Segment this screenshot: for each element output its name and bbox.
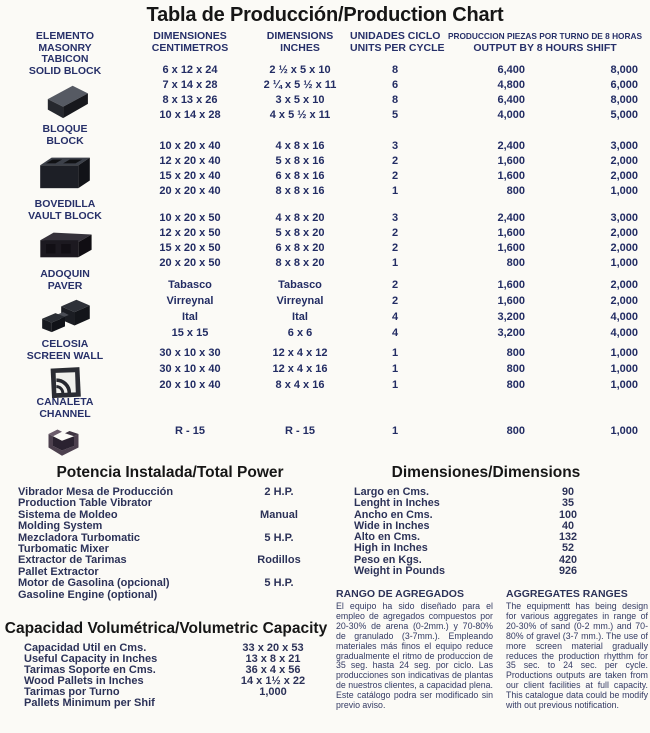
dimension-label: Largo en Cms. [354, 486, 429, 498]
output-shift-2: 2,000 [610, 242, 638, 254]
total-power-heading: Potencia Instalada/Total Power [56, 464, 284, 481]
total-power-list [18, 487, 322, 601]
output-shift-1: 1,600 [497, 227, 525, 239]
units-per-cycle: 2 [391, 279, 399, 291]
output-shift-2: 1,000 [610, 185, 638, 197]
dimension-label: High in Inches [354, 542, 428, 555]
table-row [130, 78, 650, 93]
dim-cm: 15 x 20 x 40 [159, 170, 221, 182]
power-label-en: Molding System [18, 520, 103, 533]
dim-in: 8 x 8 x 16 [275, 185, 325, 197]
dimension-value: 100 [558, 508, 577, 521]
dimension-item [340, 566, 632, 577]
units-per-cycle: 4 [391, 311, 399, 323]
group-label-celosia: CELOSIA SCREEN WALL [0, 339, 130, 397]
rows-bovedilla [130, 199, 650, 269]
group-bloque [0, 124, 650, 199]
power-item [18, 487, 322, 510]
dimensions-section [340, 464, 632, 577]
capacity-item [0, 676, 332, 687]
capacity-value: 14 x 1½ x 22 [240, 674, 306, 687]
output-shift-1: 6,400 [497, 94, 525, 106]
paver-icon [0, 295, 130, 339]
output-shift-2: 8,000 [610, 94, 638, 106]
dimension-label: Peso en Kgs. [354, 553, 422, 566]
dim-cm: 15 x 15 [171, 327, 209, 339]
dim-cm: 30 x 10 x 30 [159, 347, 221, 359]
dim-in: 8 x 8 x 20 [275, 257, 325, 269]
group-label-tabicon: TABICON SOLID BLOCK [0, 54, 130, 124]
rows-bloque [130, 124, 650, 199]
capacity-value: 33 x 20 x 53 [242, 642, 304, 654]
power-value: 5 H.P. [264, 531, 294, 544]
aggregates-range-en [506, 588, 648, 711]
dim-in: 5 x 8 x 16 [275, 155, 325, 167]
header-production: PRODUCCION PIEZAS POR TURNO DE 8 HORAS OUTPUT BY 8 HOURS SHIFT [447, 31, 643, 54]
capacity-value: 36 x 4 x 56 [245, 663, 301, 676]
vault-block-icon [0, 225, 130, 267]
dimension-value: 52 [561, 542, 574, 555]
capacity-label: Useful Capacity in Inches [24, 652, 158, 665]
rows-adoquin [130, 269, 650, 339]
output-shift-1: 1,600 [497, 155, 525, 167]
table-row [130, 93, 650, 108]
units-per-cycle: 5 [391, 109, 399, 121]
output-shift-2: 4,000 [610, 327, 638, 339]
table-row [130, 361, 650, 377]
group-bovedilla [0, 199, 650, 269]
dim-cm: Ital [182, 311, 198, 323]
output-shift-2: 3,000 [610, 212, 638, 224]
aggregates-range-es [336, 588, 493, 711]
dimension-value: 132 [558, 531, 577, 544]
power-label-es: Vibrador Mesa de Producción [18, 486, 174, 498]
aggregates-body-es: El equipo ha sido diseñado para el empleo de agregados compuestos por 20-30% de arena (0-2mm.) y 70-80% de granulado (3-7mm.). Empleando materiales más finos el equipo reduce gradualmente el ritmo de produccion de 35 seg. hasta 24 seg. por ciclo. Las producciones son indicativas de plantas de nuestros clientes, a capacidad plena. Este catálogo podra ser modificado sin previo aviso. [336, 601, 493, 711]
dim-cm: Virreynal [166, 295, 214, 307]
aggregates-body-en: The equipmentt has being design for various aggregates in range of 20-30% of sand (0-2 mm.) and 70-80% of gravel (3-7 mm.). The use of more screen material gradually reduces the production rhytthm for 35 sec. to 24 sec. per cycle. Productions outputs are taken from our client facilities at full capacity. This catalogue data could be modify with out previous notification. [506, 601, 648, 711]
dim-in: 4 x 8 x 20 [275, 212, 325, 224]
header-centimeters: DIMENSIONES CENTIMETROS [151, 30, 229, 54]
table-row [130, 377, 650, 393]
dimension-value: 90 [561, 486, 574, 498]
units-per-cycle: 1 [391, 425, 399, 437]
output-shift-1: 800 [506, 257, 525, 269]
output-shift-1: 2,400 [497, 212, 525, 224]
capacity-label: Pallets Minimum per Shif [24, 696, 155, 709]
table-row [130, 277, 650, 293]
dim-in: 12 x 4 x 12 [272, 347, 328, 359]
dim-cm: 20 x 20 x 50 [159, 257, 221, 269]
output-shift-2: 1,000 [610, 257, 638, 269]
dim-cm: Tabasco [168, 279, 212, 291]
capacity-list [0, 643, 332, 708]
dimension-value: 926 [558, 565, 577, 578]
output-shift-1: 1,600 [497, 242, 525, 254]
units-per-cycle: 6 [391, 79, 399, 91]
output-shift-1: 2,400 [497, 140, 525, 152]
output-shift-1: 4,000 [497, 109, 525, 121]
units-per-cycle: 8 [391, 94, 399, 106]
dim-in: 6 x 6 [287, 327, 313, 339]
output-shift-2: 1,000 [610, 363, 638, 375]
rows-canaleta [130, 397, 650, 461]
units-per-cycle: 1 [391, 379, 399, 391]
dim-in: Tabasco [278, 279, 322, 291]
units-per-cycle: 8 [391, 64, 399, 76]
dim-cm: 20 x 10 x 40 [159, 379, 221, 391]
power-value: Manual [260, 508, 298, 521]
table-row [130, 139, 650, 154]
output-shift-1: 4,800 [497, 79, 525, 91]
volumetric-capacity-section [0, 620, 332, 708]
dim-cm: 30 x 10 x 40 [159, 363, 221, 375]
output-shift-2: 2,000 [610, 227, 638, 239]
page-title: Tabla de Producción/Production Chart [146, 4, 504, 26]
output-shift-1: 3,200 [497, 311, 525, 323]
dim-cm: 12 x 20 x 50 [159, 227, 221, 239]
dim-cm: 10 x 14 x 28 [159, 109, 221, 121]
dimension-item [340, 498, 632, 509]
power-value: 2 H.P. [264, 486, 294, 498]
group-label-canaleta: CANALETA CHANNEL [0, 397, 130, 461]
output-shift-2: 3,000 [610, 140, 638, 152]
dim-in: Virreynal [276, 295, 324, 307]
units-per-cycle: 1 [391, 185, 399, 197]
group-canaleta [0, 397, 650, 461]
output-shift-2: 5,000 [610, 109, 638, 121]
group-adoquin [0, 269, 650, 339]
table-row [130, 108, 650, 123]
aggregates-heading-en: AGGREGATES RANGES [506, 588, 628, 600]
group-tabicon [0, 54, 650, 124]
units-per-cycle: 1 [391, 363, 399, 375]
units-per-cycle: 2 [391, 227, 399, 239]
dim-cm: 8 x 13 x 26 [162, 94, 218, 106]
output-shift-2: 6,000 [610, 79, 638, 91]
table-row [130, 226, 650, 241]
power-item [18, 578, 322, 601]
dim-in: 12 x 4 x 16 [272, 363, 328, 375]
table-row [130, 184, 650, 199]
units-per-cycle: 3 [391, 212, 399, 224]
units-per-cycle: 2 [391, 155, 399, 167]
table-row [130, 345, 650, 361]
capacity-label: Tarimas Soporte en Cms. [24, 663, 156, 676]
output-shift-2: 2,000 [610, 155, 638, 167]
power-label-en: Turbomatic Mixer [18, 543, 109, 556]
dimension-label: Ancho en Cms. [354, 508, 433, 521]
header-inches: DIMENSIONS INCHES [266, 30, 334, 54]
output-shift-2: 2,000 [610, 279, 638, 291]
output-shift-2: 8,000 [610, 64, 638, 76]
group-celosia [0, 339, 650, 397]
dim-in: 2 ¼ x 5 ½ x 11 [263, 79, 337, 91]
output-shift-1: 1,600 [497, 170, 525, 182]
table-row [130, 293, 650, 309]
dim-cm: 10 x 20 x 50 [159, 212, 221, 224]
power-item [18, 533, 322, 556]
units-per-cycle: 3 [391, 140, 399, 152]
dim-cm: 7 x 14 x 28 [162, 79, 218, 91]
header-units-per-cycle: UNIDADES CICLO UNITS PER CYCLE [350, 30, 445, 54]
dimension-label: Wide in Inches [354, 519, 430, 532]
capacity-label: Tarimas por Turno [24, 685, 120, 698]
table-row [130, 241, 650, 256]
output-shift-2: 1,000 [610, 379, 638, 391]
group-label-adoquin: ADOQUIN PAVER [0, 269, 130, 339]
power-value: Rodillos [257, 554, 301, 567]
output-shift-1: 3,200 [497, 327, 525, 339]
dim-cm: 20 x 20 x 40 [159, 185, 221, 197]
dimensions-heading: Dimensiones/Dimensions [391, 464, 581, 481]
dimension-value: 35 [561, 497, 574, 510]
power-label-en: Gasoline Engine (optional) [18, 588, 158, 601]
output-shift-2: 2,000 [610, 170, 638, 182]
rows-celosia [130, 339, 650, 397]
output-shift-1: 800 [506, 363, 525, 375]
output-shift-2: 1,000 [610, 347, 638, 359]
table-row [130, 169, 650, 184]
dim-in: Ital [292, 311, 308, 323]
units-per-cycle: 1 [391, 347, 399, 359]
capacity-value: 1,000 [259, 685, 287, 698]
capacity-item [0, 687, 332, 698]
dim-in: 8 x 4 x 16 [275, 379, 325, 391]
group-label-bloque: BLOQUE BLOCK [0, 124, 130, 199]
channel-icon [0, 423, 130, 461]
power-label-es: Mezcladora Turbomatic [18, 531, 141, 544]
table-row [130, 154, 650, 169]
dimension-label: Lenght in Inches [354, 497, 440, 510]
power-label-es: Motor de Gasolina (opcional) [18, 577, 170, 590]
dim-in: 3 x 5 x 10 [275, 94, 325, 106]
table-row [130, 63, 650, 78]
capacity-value: 13 x 8 x 21 [245, 652, 301, 665]
capacity-item [0, 698, 332, 709]
table-row [130, 211, 650, 226]
solid-block-icon [0, 80, 130, 126]
power-label-es: Extractor de Tarimas [18, 554, 127, 567]
output-shift-1: 800 [506, 379, 525, 391]
dimension-label: Weight in Pounds [354, 565, 445, 578]
output-shift-1: 1,600 [497, 295, 525, 307]
output-shift-2: 1,000 [610, 425, 638, 437]
group-label-bovedilla: BOVEDILLA VAULT BLOCK [0, 199, 130, 269]
power-value: 5 H.P. [264, 577, 294, 590]
output-shift-2: 2,000 [610, 295, 638, 307]
dimension-value: 40 [561, 519, 574, 532]
output-shift-1: 1,600 [497, 279, 525, 291]
table-header [0, 30, 650, 54]
capacity-value [214, 698, 332, 709]
output-shift-2: 4,000 [610, 311, 638, 323]
power-item [18, 555, 322, 578]
output-shift-1: 800 [506, 185, 525, 197]
units-per-cycle: 2 [391, 295, 399, 307]
output-shift-1: 800 [506, 425, 525, 437]
capacity-label: Capacidad Util en Cms. [24, 642, 147, 654]
units-per-cycle: 2 [391, 242, 399, 254]
units-per-cycle: 1 [391, 257, 399, 269]
dim-cm: R - 15 [175, 425, 205, 437]
dim-in: 4 x 8 x 16 [275, 140, 325, 152]
table-row [130, 424, 650, 439]
dim-cm: 15 x 20 x 50 [159, 242, 221, 254]
volumetric-capacity-heading: Capacidad Volumétrica/Volumetric Capacity [4, 620, 328, 637]
dim-cm: 10 x 20 x 40 [159, 140, 221, 152]
output-shift-1: 800 [506, 347, 525, 359]
units-per-cycle: 4 [391, 327, 399, 339]
dim-cm: 6 x 12 x 24 [162, 64, 218, 76]
rows-tabicon [130, 54, 650, 124]
units-per-cycle: 2 [391, 170, 399, 182]
hollow-block-icon [0, 150, 130, 196]
dimension-value: 420 [558, 553, 577, 566]
dim-in: 6 x 8 x 16 [275, 170, 325, 182]
capacity-label: Wood Pallets in Inches [24, 674, 144, 687]
table-row [130, 309, 650, 325]
dimensions-list [340, 487, 632, 577]
power-label-es: Sistema de Moldeo [18, 508, 118, 521]
dim-in: 6 x 8 x 20 [275, 242, 325, 254]
header-element: ELEMENTO MASONRY [35, 30, 95, 54]
dim-cm: 12 x 20 x 40 [159, 155, 221, 167]
total-power-section [18, 464, 322, 601]
aggregates-heading-es: RANGO DE AGREGADOS [336, 588, 464, 600]
power-label-en: Production Table Vibrator [18, 497, 153, 510]
dim-in: 5 x 8 x 20 [275, 227, 325, 239]
dimension-label: Alto en Cms. [354, 531, 420, 544]
dim-in: 4 x 5 ½ x 11 [269, 109, 331, 121]
dim-in: 2 ½ x 5 x 10 [269, 64, 331, 76]
power-label-en: Pallet Extractor [18, 565, 99, 578]
output-shift-1: 6,400 [497, 64, 525, 76]
dim-in: R - 15 [285, 425, 315, 437]
power-item [18, 510, 322, 533]
